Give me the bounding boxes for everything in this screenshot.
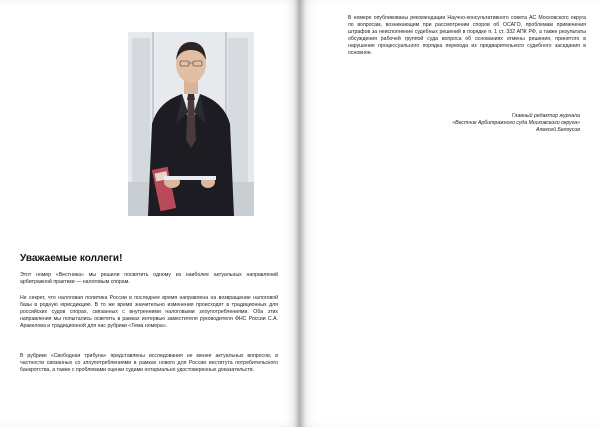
tax-policy-paragraph: Не секрет, что налоговая политика России в последнее время направлена на возвращение налоговой базы в родную юрисдикцию. В то же время значительно изменения происходят в традиционных для российских судов спорах, связанных с внутренними налоговыми злоупотреблениями. Оба этих направления мы попытались осветить в рамках интервью заместителя руководителя ФНС России С.А. Аракелова и традиционной для нас рубрики «Тема номера». bbox=[20, 295, 278, 329]
right-page bbox=[300, 0, 600, 427]
signature-publication: «Вестник Арбитражного суда Московского округа» bbox=[452, 120, 580, 126]
recommendations-paragraph: В номере опубликованы рекомендации Научно-консультативного совета АС Московского округа по вопросам, возникающим при рассмотрении споров об ОСАГО, проблемам применения штрафов за неисполнение судебных решений в порядке п. 1 ст. 332 АПК РФ, а также результаты обсуждения рабочей группой суда вопроса об основаниях отмены решения, принятого в нарушение процессуального порядка перехода из предварительного судебного заседания в основное. bbox=[348, 15, 586, 56]
editor-signature bbox=[420, 113, 580, 134]
intro-paragraph: Этот номер «Вестника» мы решили посвятить одному из наиболее актуальных направлений арбитражной практики — налоговым спорам. bbox=[20, 272, 278, 285]
signature-role: Главный редактор журнала bbox=[511, 113, 580, 119]
editor-photo bbox=[128, 32, 254, 216]
greeting-heading: Уважаемые коллеги! bbox=[20, 253, 123, 264]
signature-name: Алексей Белоусов bbox=[536, 127, 580, 133]
editor-portrait-illustration bbox=[128, 32, 254, 216]
page-gutter-shadow bbox=[294, 0, 306, 427]
tribune-paragraph: В рубрике «Свободная трибуна» представлены исследования не менее актуальных вопросов, в частности связанных со злоупотреблениями в рамках нового для России института потребительского банкротства, а также с проблемами оценки судами нотариально удостоверенных доказательств. bbox=[20, 353, 278, 373]
